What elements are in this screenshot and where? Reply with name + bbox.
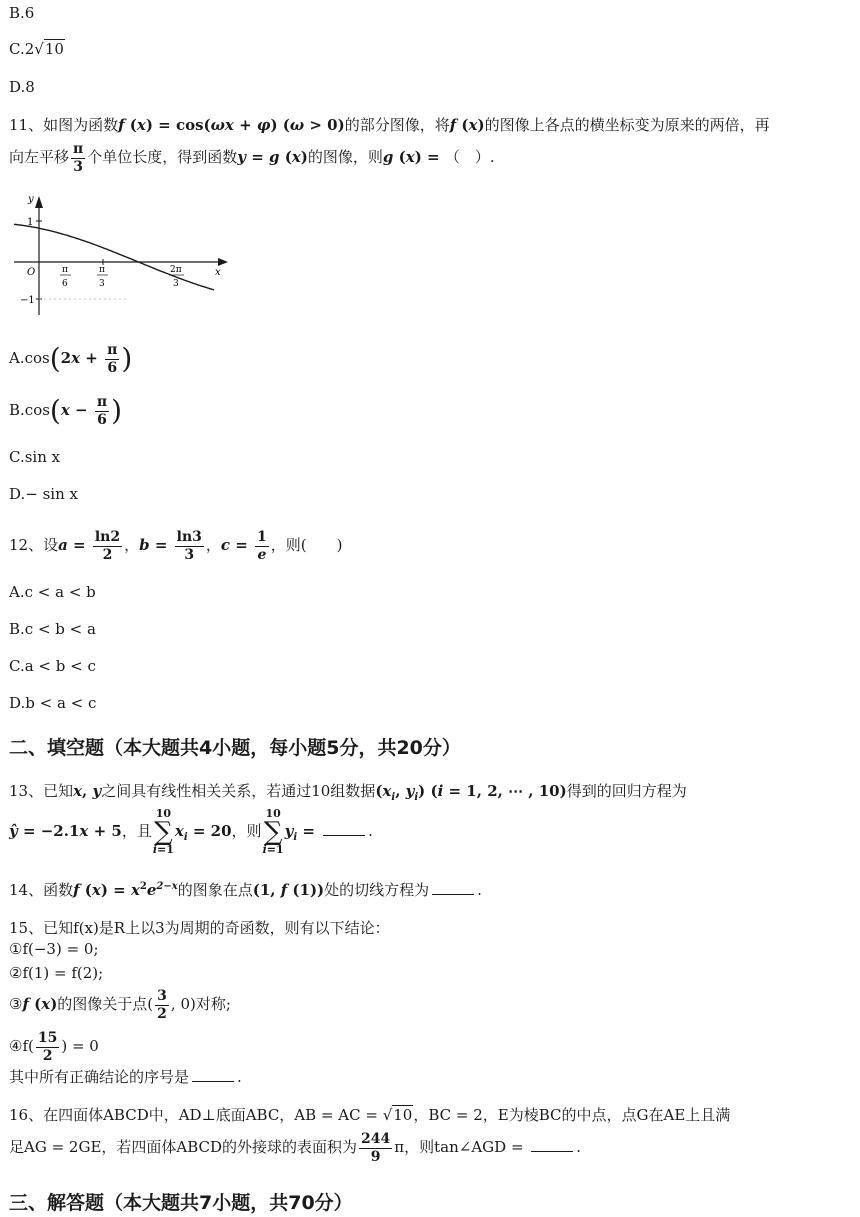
q11-line2: 向左平移 $\frac{\pi}{3}$ 个单位长度，得到函数y = g (x)的图像，则g (x) = （ ）. [9, 140, 495, 175]
q14-stem: 14、函数f $(x) = x^2e^{2-x}$的图象在点(1, f (1))处的切线方程为 . [9, 881, 482, 899]
q11-option-a[interactable]: A.cos(2x + $\frac{\pi}{6}$ ) [9, 341, 133, 376]
y-axis-arrow [35, 196, 43, 208]
graph-tick-2pi3-den: 3 [173, 279, 179, 289]
q16-line2: 足AG = 2GE，若四面体ABCD的外接球的表面积为 $\frac{244}{9}$ π，则tan∠AGD = . [9, 1130, 582, 1165]
q12-option-a[interactable]: A.c < a < b [9, 583, 96, 601]
q10-option-b[interactable]: B.6 [9, 4, 35, 22]
q10-option-c-radicand: 10 [44, 40, 64, 58]
q11-cosine-graph [8, 190, 230, 318]
graph-tick-2pi3-num: 2π [170, 265, 182, 275]
q13-answer-blank[interactable] [323, 821, 365, 836]
q11-option-b[interactable]: B.cos(x − $\frac{\pi}{6}$ ) [9, 393, 123, 428]
q13-line1: 13、已知x, y之间具有线性相关关系，若通过10组数据($x_i$, $y_i$) (i = 1, 2, ⋯ , 10)得到的回归方程为 [9, 782, 687, 803]
q12-option-b[interactable]: B.c < b < a [9, 620, 96, 638]
q10-option-d[interactable]: D.8 [9, 78, 35, 96]
graph-tick-pi3-num: π [99, 265, 105, 275]
q15-statement-3: ③f (x)的图像关于点( $\frac{3}{2}$ , 0)对称; [9, 987, 231, 1022]
section-3-header: 三、解答题（本大题共7小题，共70分） [9, 1192, 353, 1214]
q15-stem: 15、已知f(x)是R上以3为周期的奇函数，则有以下结论： [9, 919, 390, 937]
q14-answer-blank[interactable] [432, 880, 474, 895]
q12-option-c[interactable]: C.a < b < c [9, 657, 96, 675]
graph-y-label: y [28, 194, 34, 205]
q13-line2: ŷ = −2.1x + 5，且 10 ∑ i=1 $x_i = 20$，则 10 ∑ i=1 $y_i$ = . [9, 807, 373, 856]
graph-tick-neg1: −1 [20, 295, 35, 306]
graph-tick-pi3-den: 3 [99, 279, 105, 289]
q11-option-d[interactable]: D.− sin x [9, 485, 78, 503]
q12-stem: 12、设a = $\frac{\ln 2}{2}$ ，b = $\frac{\ln 3}{3}$ ，c = $\frac{1}{e}$ ，则( ) [9, 528, 343, 563]
q15-answer-blank[interactable] [192, 1067, 234, 1082]
q16-answer-blank[interactable] [531, 1137, 573, 1152]
q10-option-c-prefix: C.2 [9, 40, 35, 58]
q15-statement-1: ①f(−3) = 0; [9, 940, 99, 958]
x-axis-arrow [218, 258, 228, 266]
graph-tick-pi6-den: 6 [62, 279, 68, 289]
q11-option-c[interactable]: C.sin x [9, 448, 61, 466]
q15-conclusion: 其中所有正确结论的序号是 . [9, 1068, 242, 1086]
section-2-header: 二、填空题（本大题共4小题，每小题5分，共20分） [9, 737, 461, 759]
graph-x-label: x [215, 267, 221, 278]
q12-option-d[interactable]: D.b < a < c [9, 694, 97, 712]
q11-line1: 11、如图为函数f (x) = cos(ωx + φ) (ω > 0)的部分图像，将f (x)的图像上各点的横坐标变为原来的两倍，再 [9, 116, 770, 134]
graph-origin: O [27, 267, 36, 278]
q15-statement-4: ④f( $\frac{15}{2}$ ) = 0 [9, 1029, 99, 1064]
cosine-curve [14, 224, 214, 289]
q16-line1: 16、在四面体ABCD中，AD⊥底面ABC，AB = AC = √10，BC = 2，E为棱BC的中点，点G在AE上且满 [9, 1106, 731, 1124]
graph-tick-pi6-num: π [62, 265, 68, 275]
graph-tick-1: 1 [27, 217, 34, 228]
q10-option-c[interactable]: C.2√10 [9, 40, 64, 58]
q15-statement-2: ②f(1) = f(2); [9, 964, 104, 982]
